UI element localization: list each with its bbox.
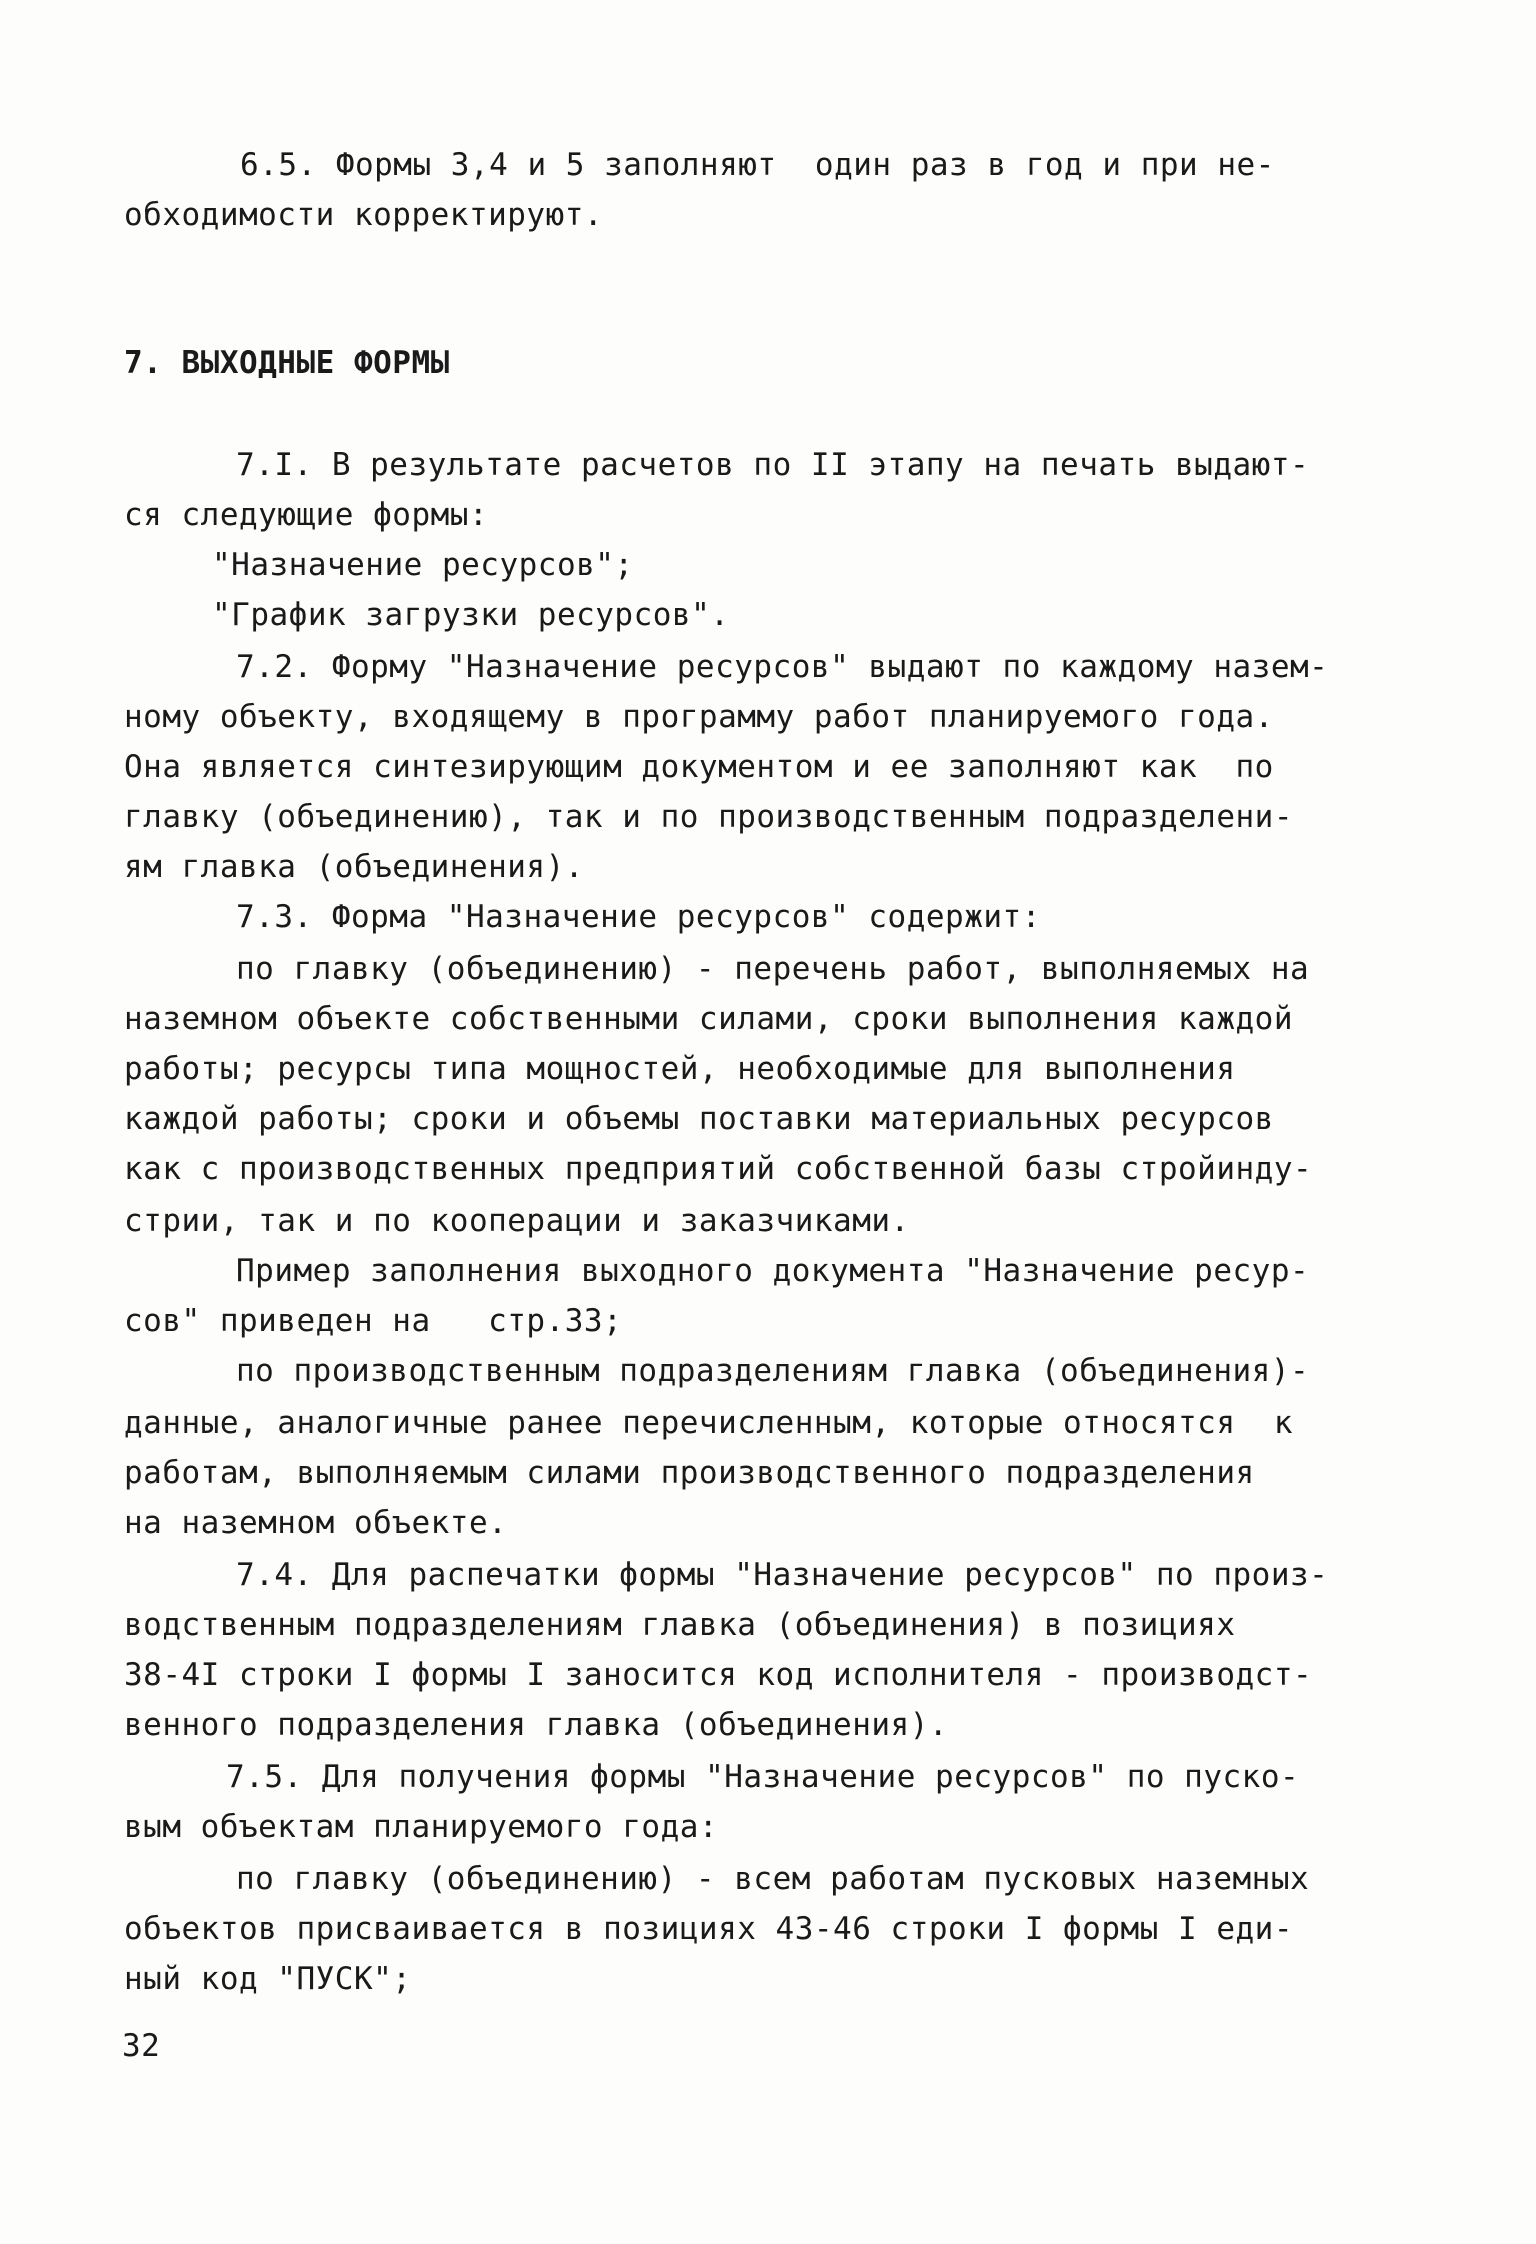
- page-number: 32: [122, 2028, 161, 2064]
- text-line: 7.5. Для получения формы "Назначение ресурсов" по пуско-: [226, 1759, 1300, 1795]
- text-line: "Назначение ресурсов";: [212, 547, 634, 583]
- text-line: главку (объединению), так и по производственным подразделени-: [124, 799, 1293, 835]
- text-line: работам, выполняемым силами производственного подразделения: [124, 1455, 1255, 1491]
- text-line: 7.3. Форма "Назначение ресурсов" содержит:: [236, 899, 1041, 935]
- text-line: ям главка (объединения).: [124, 849, 584, 885]
- section-heading: 7. ВЫХОДНЫЕ ФОРМЫ: [124, 345, 450, 381]
- text-line: 7.4. Для распечатки формы "Назначение ресурсов" по произ-: [236, 1557, 1329, 1593]
- text-line: обходимости корректируют.: [124, 197, 604, 233]
- text-line: сов" приведен на стр.33;: [124, 1303, 623, 1339]
- text-line: каждой работы; сроки и объемы поставки материальных ресурсов: [124, 1101, 1274, 1137]
- text-line: 38-4I строки I формы I заносится код исполнителя - производст-: [124, 1657, 1313, 1693]
- text-line: 6.5. Формы 3,4 и 5 заполняют один раз в год и при не-: [240, 147, 1275, 183]
- text-line: ся следующие формы:: [124, 497, 489, 533]
- text-line: Она является синтезирующим документом и ее заполняют как по: [124, 749, 1274, 785]
- text-line: 7.I. В результате расчетов по II этапу на печать выдают-: [236, 447, 1310, 483]
- text-line: венного подразделения главка (объединения).: [124, 1707, 949, 1743]
- text-line: наземном объекте собственными силами, сроки выполнения каждой: [124, 1001, 1293, 1037]
- text-line: как с производственных предприятий собственной базы стройинду-: [124, 1151, 1313, 1187]
- text-line: по производственным подразделениям главка (объединения)-: [236, 1353, 1310, 1389]
- text-line: работы; ресурсы типа мощностей, необходимые для выполнения: [124, 1051, 1236, 1087]
- text-line: "График загрузки ресурсов".: [212, 597, 730, 633]
- text-line: объектов присваивается в позициях 43-46 строки I формы I еди-: [124, 1911, 1293, 1947]
- text-line: 7.2. Форму "Назначение ресурсов" выдают по каждому назем-: [236, 649, 1329, 685]
- text-line: стрии, так и по кооперации и заказчиками.: [124, 1203, 910, 1239]
- text-line: данные, аналогичные ранее перечисленным, которые относятся к: [124, 1405, 1293, 1441]
- text-line: по главку (объединению) - всем работам пусковых наземных: [236, 1861, 1310, 1897]
- text-line: ному объекту, входящему в программу работ планируемого года.: [124, 699, 1274, 735]
- text-line: по главку (объединению) - перечень работ, выполняемых на: [236, 951, 1310, 987]
- text-line: на наземном объекте.: [124, 1505, 508, 1541]
- text-line: вым объектам планируемого года:: [124, 1809, 719, 1845]
- text-line: Пример заполнения выходного документа "Назначение ресур-: [236, 1253, 1310, 1289]
- text-line: водственным подразделениям главка (объединения) в позициях: [124, 1607, 1236, 1643]
- text-line: ный код "ПУСК";: [124, 1961, 412, 1997]
